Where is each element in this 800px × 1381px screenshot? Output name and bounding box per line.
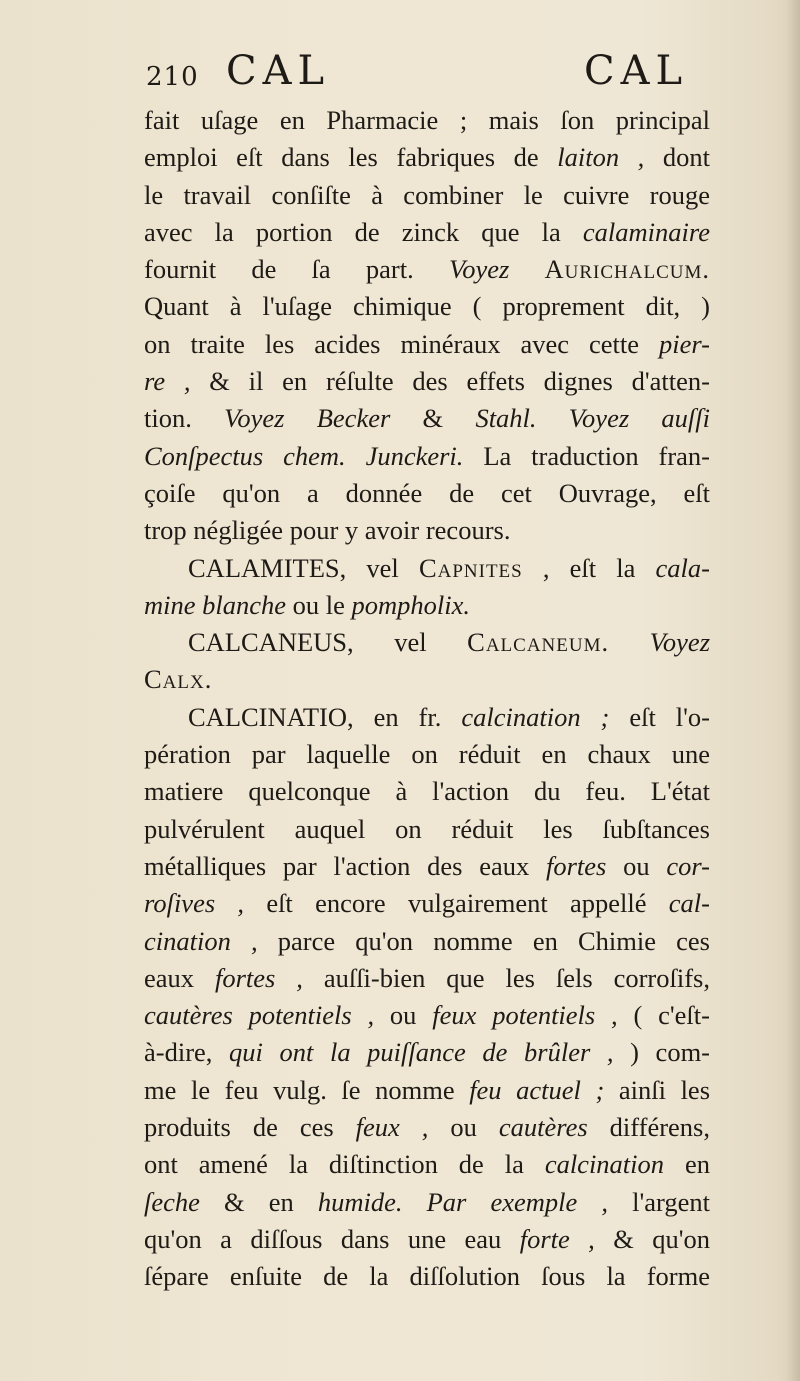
text-line: ont amené la diſtinction de la calcination en xyxy=(144,1149,710,1180)
text-line: qu'on a diſſous dans une eau forte , & qu'on xyxy=(144,1223,710,1254)
running-head-right: CAL xyxy=(584,48,689,94)
text-line: le travail conſiſte à combiner le cuivre rouge xyxy=(144,179,710,210)
text-line: çoiſe qu'on a donnée de cet Ouvrage, eſt xyxy=(144,477,710,508)
text-line: ſeche & en humide. Par exemple , l'argent xyxy=(144,1186,711,1217)
text-line: emploi eſt dans les fabriques de laiton , dont xyxy=(144,142,710,173)
text-line: pération par laquelle on réduit en chaux une xyxy=(144,739,710,770)
text-line: mine blanche ou le pompholix. xyxy=(144,589,471,620)
cross-reference: Aurichalcum. xyxy=(544,254,710,285)
text-line: re , & il en réſulte des effets dignes d'atten- xyxy=(144,366,710,397)
text-line: roſives , eſt encore vulgairement appellé cal- xyxy=(144,888,710,919)
entry-calamites: CALAMITES, vel Capnites , eſt la cala- xyxy=(188,552,710,583)
text-line xyxy=(144,661,710,698)
page-edge-shadow xyxy=(786,0,800,1381)
text-line: Quant à l'uſage chimique ( proprement dit, ) xyxy=(144,291,710,322)
cross-reference: Calx. xyxy=(144,664,213,695)
text-line: trop négligée pour y avoir recours. xyxy=(144,515,511,546)
text-line: métalliques par l'action des eaux fortes ou cor- xyxy=(144,850,711,881)
entry-headword: CALAMITES, vel xyxy=(188,552,419,583)
entry-headword: CALCANEUS, vel xyxy=(188,627,468,658)
text-line: on traite les acides minéraux avec cette pier- xyxy=(144,328,710,359)
text-line: Conſpectus chem. Junckeri. La traduction fran- xyxy=(144,440,710,471)
text-line: à-dire, qui ont la puiſſance de brûler , ) com- xyxy=(144,1037,711,1068)
text-line: fournit de ſa part. Voyez Aurichalcum. xyxy=(144,254,710,285)
text-line: cination , parce qu'on nomme en Chimie ces xyxy=(144,925,710,956)
text-line: cautères potentiels , ou feux potentiels , ( c'eſt- xyxy=(144,1000,710,1031)
entry-headword: CALCINATIO, en fr. xyxy=(188,701,462,732)
page-header xyxy=(146,40,706,100)
text-line: pulvérulent auquel on réduit les ſubſtances xyxy=(144,813,710,844)
text-line: eaux fortes , auſſi-bien que les ſels corroſifs, xyxy=(144,962,710,993)
body-text xyxy=(144,102,710,1296)
text-line: avec la portion de zinck que la calaminaire xyxy=(144,216,710,247)
text-line: produits de ces feux , ou cautères différens, xyxy=(144,1112,710,1143)
running-head-left: CAL xyxy=(226,48,331,94)
text-line: tion. Voyez Becker & Stahl. Voyez auſſi xyxy=(144,403,710,434)
text-line: ſépare enſuite de la diſſolution ſous la forme xyxy=(144,1261,710,1292)
entry-calcinatio: CALCINATIO, en fr. calcination ; eſt l'o- xyxy=(188,701,710,732)
entry-calcaneus: CALCANEUS, vel Calcaneum. Voyez xyxy=(188,627,711,658)
text-line: matiere quelconque à l'action du feu. L'état xyxy=(144,776,710,807)
text-line: fait uſage en Pharmacie ; mais ſon principal xyxy=(144,105,710,135)
page-number: 210 xyxy=(146,62,199,92)
text-line: me le feu vulg. ſe nomme feu actuel ; ainſi les xyxy=(144,1074,711,1105)
